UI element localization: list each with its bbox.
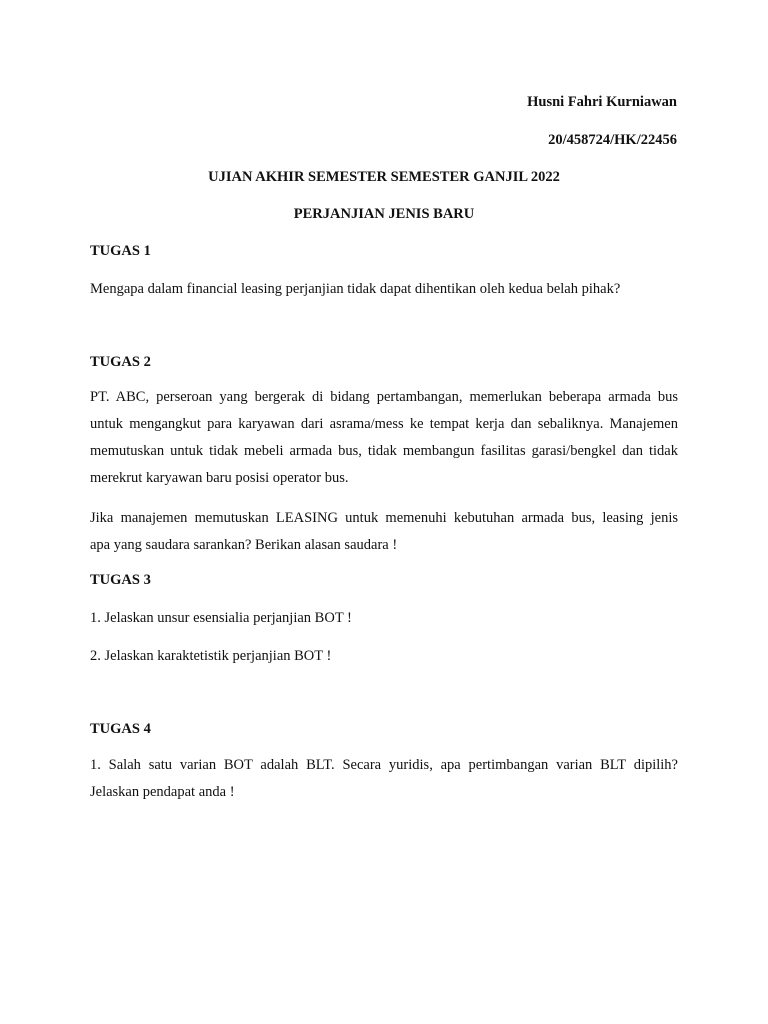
course-title: PERJANJIAN JENIS BARU bbox=[293, 206, 475, 222]
task-2-paragraph-2-line: Jika manajemen memutuskan LEASING untuk memenuhi kebutuhan armada bus, leasing jenis bbox=[90, 510, 678, 526]
student-id: 20/458724/HK/22456 bbox=[548, 132, 677, 148]
task-4-item-1-line: 1. Salah satu varian BOT adalah BLT. Secara yuridis, apa pertimbangan varian BLT dipilih? bbox=[90, 757, 678, 773]
task-2-paragraph-1-line: memutuskan untuk tidak mebeli armada bus, tidak membangun fasilitas garasi/bengkel dan tidak bbox=[90, 443, 678, 459]
task-3-item-1: 1. Jelaskan unsur esensialia perjanjian BOT ! bbox=[90, 610, 352, 626]
author-name: Husni Fahri Kurniawan bbox=[527, 94, 677, 110]
task-4-item-1-line: Jelaskan pendapat anda ! bbox=[90, 784, 235, 800]
task-2-paragraph-1 bbox=[90, 384, 678, 492]
task-4-heading: TUGAS 4 bbox=[90, 721, 151, 737]
task-4-item-1 bbox=[90, 752, 678, 806]
task-3-heading: TUGAS 3 bbox=[90, 572, 151, 588]
task-1-heading: TUGAS 1 bbox=[90, 243, 151, 259]
task-2-heading: TUGAS 2 bbox=[90, 354, 151, 370]
task-1-question: Mengapa dalam financial leasing perjanjian tidak dapat dihentikan oleh kedua belah pihak? bbox=[90, 281, 621, 297]
task-2-paragraph-1-line: untuk mengangkut para karyawan dari asrama/mess ke tempat kerja dan sebaliknya. Manajemen bbox=[90, 416, 678, 432]
task-2-paragraph-2 bbox=[90, 505, 678, 559]
task-3-item-2: 2. Jelaskan karaktetistik perjanjian BOT ! bbox=[90, 648, 332, 664]
exam-title: UJIAN AKHIR SEMESTER SEMESTER GANJIL 2022 bbox=[208, 169, 560, 185]
task-2-paragraph-1-line: PT. ABC, perseroan yang bergerak di bidang pertambangan, memerlukan beberapa armada bus bbox=[90, 389, 678, 405]
task-2-paragraph-1-line: merekrut karyawan baru posisi operator bus. bbox=[90, 470, 349, 486]
task-2-paragraph-2-line: apa yang saudara sarankan? Berikan alasan saudara ! bbox=[90, 537, 398, 553]
